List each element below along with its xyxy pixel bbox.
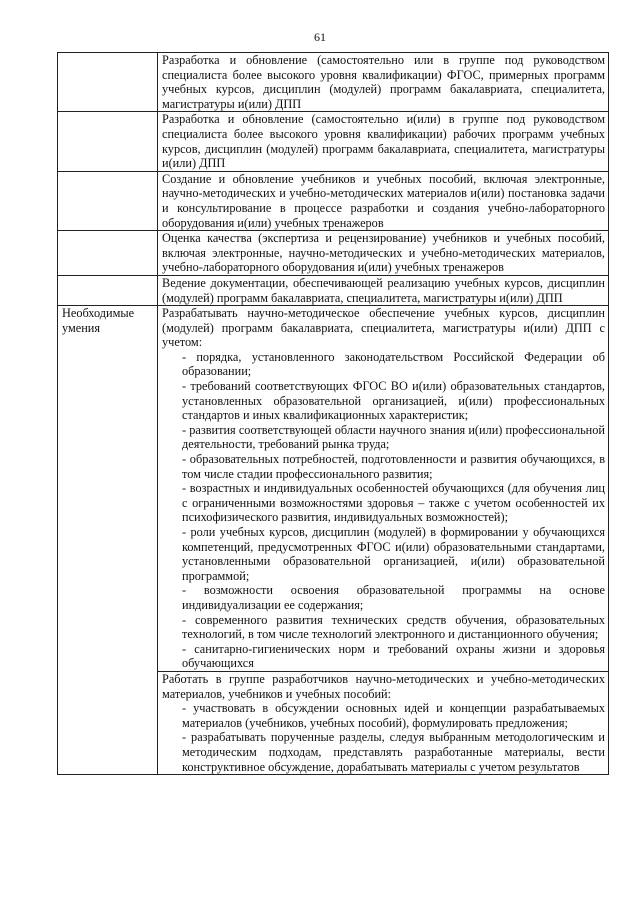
table-row — [58, 53, 609, 112]
skills-item: - возрастных и индивидуальных особенностей обучающихся (для обучения лиц с ограниченными возможностями здоровья – также с учетом особенностей их психофизического развития, индивидуальных возможностей); — [182, 481, 605, 525]
action-cell: Разработка и обновление (самостоятельно и(или) в группе под руководством специалиста более высокого уровня квалификации) рабочих программ учебных курсов, дисциплин (модулей) программ бакалавриата, специалитета, магистратуры и(или) ДПП — [158, 112, 609, 171]
skills-item: - возможности освоения образовательной программы на основе индивидуализации ее содержания; — [182, 583, 605, 612]
empty-label-cell — [58, 53, 158, 112]
skills-item: - санитарно-гигиенических норм и требований охраны жизни и здоровья обучающихся — [182, 641, 605, 671]
action-cell: Ведение документации, обеспечивающей реализацию учебных курсов, дисциплин (модулей) программ бакалавриата, специалитета, магистратуры и(или) ДПП — [158, 275, 609, 305]
table-row — [58, 275, 609, 305]
skills-item: - современного развития технических средств обучения, образовательных технологий, в том числе технологий электронного и дистанционного обучения; — [182, 612, 605, 642]
skills-item: - образовательных потребностей, подготовленности и развития обучающихся, в том числе стадии профессионального развития; — [182, 452, 605, 481]
action-cell: Оценка качества (экспертиза и рецензирование) учебников и учебных пособий, включая электронные, научно-методических и учебно-методических материалов, учебно-лабораторного оборудования и(или) учебных тренажеров — [158, 231, 609, 276]
skills-label: Необходимые умения — [58, 306, 158, 775]
skills-item: - роли учебных курсов, дисциплин (модулей) в формировании у обучающихся компетенций, предусмотренных ФГОС и(или) образовательными стандартами, установленными образовательной организацией, и(или) образовательной программой; — [182, 525, 605, 583]
group-work-intro: Работать в группе разработчиков научно-методических и учебно-методических материалов, учебников и учебных пособий: — [162, 671, 605, 701]
group-work-item: - разрабатывать порученные разделы, следуя выбранным методологическим и методическим подходам, представлять разработанные материалы, вести конструктивное обсуждение, дорабатывать материалы с учетом результатов — [182, 730, 605, 774]
page-number: 61 — [314, 30, 326, 44]
action-cell: Разработка и обновление (самостоятельно или в группе под руководством специалиста более высокого уровня квалификации) ФГОС, примерных программ учебных курсов, дисциплин (модулей) программ бакалавриата, специалитета, магистратуры и(или) ДПП — [158, 53, 609, 112]
skills-row — [58, 306, 609, 672]
skills-intro: Разрабатывать научно-методическое обеспечение учебных курсов, дисциплин (модулей) программ бакалавриата, специалитета, магистратуры и(или) ДПП с учетом: — [162, 306, 605, 350]
empty-label-cell — [58, 171, 158, 230]
table-row — [58, 112, 609, 171]
skills-cell — [158, 306, 609, 672]
table-row — [58, 171, 609, 230]
empty-label-cell — [58, 275, 158, 305]
empty-label-cell — [58, 231, 158, 276]
group-work-item: - участвовать в обсуждении основных идей и концепции разрабатываемых материалов (учебников, учебных пособий), формулировать предложения; — [182, 701, 605, 730]
group-work-cell — [158, 671, 609, 774]
skills-item: - развития соответствующей области научного знания и(или) профессиональной деятельности, требований рынка труда; — [182, 422, 605, 452]
skills-item: - требований соответствующих ФГОС ВО и(или) образовательных стандартов, установленных образовательной организацией, и(или) профессиональных стандартов и иных квалификационных характеристик; — [182, 379, 605, 423]
table-row — [58, 231, 609, 276]
empty-label-cell — [58, 112, 158, 171]
skills-item: - порядка, установленного законодательством Российской Федерации об образовании; — [182, 349, 605, 379]
competency-table — [57, 52, 609, 775]
action-cell: Создание и обновление учебников и учебных пособий, включая электронные, научно-методических и учебно-методических материалов и(или) постановка задачи и консультирование в процессе разработки и создания учебно-лабораторного оборудования и(или) учебных тренажеров — [158, 171, 609, 230]
